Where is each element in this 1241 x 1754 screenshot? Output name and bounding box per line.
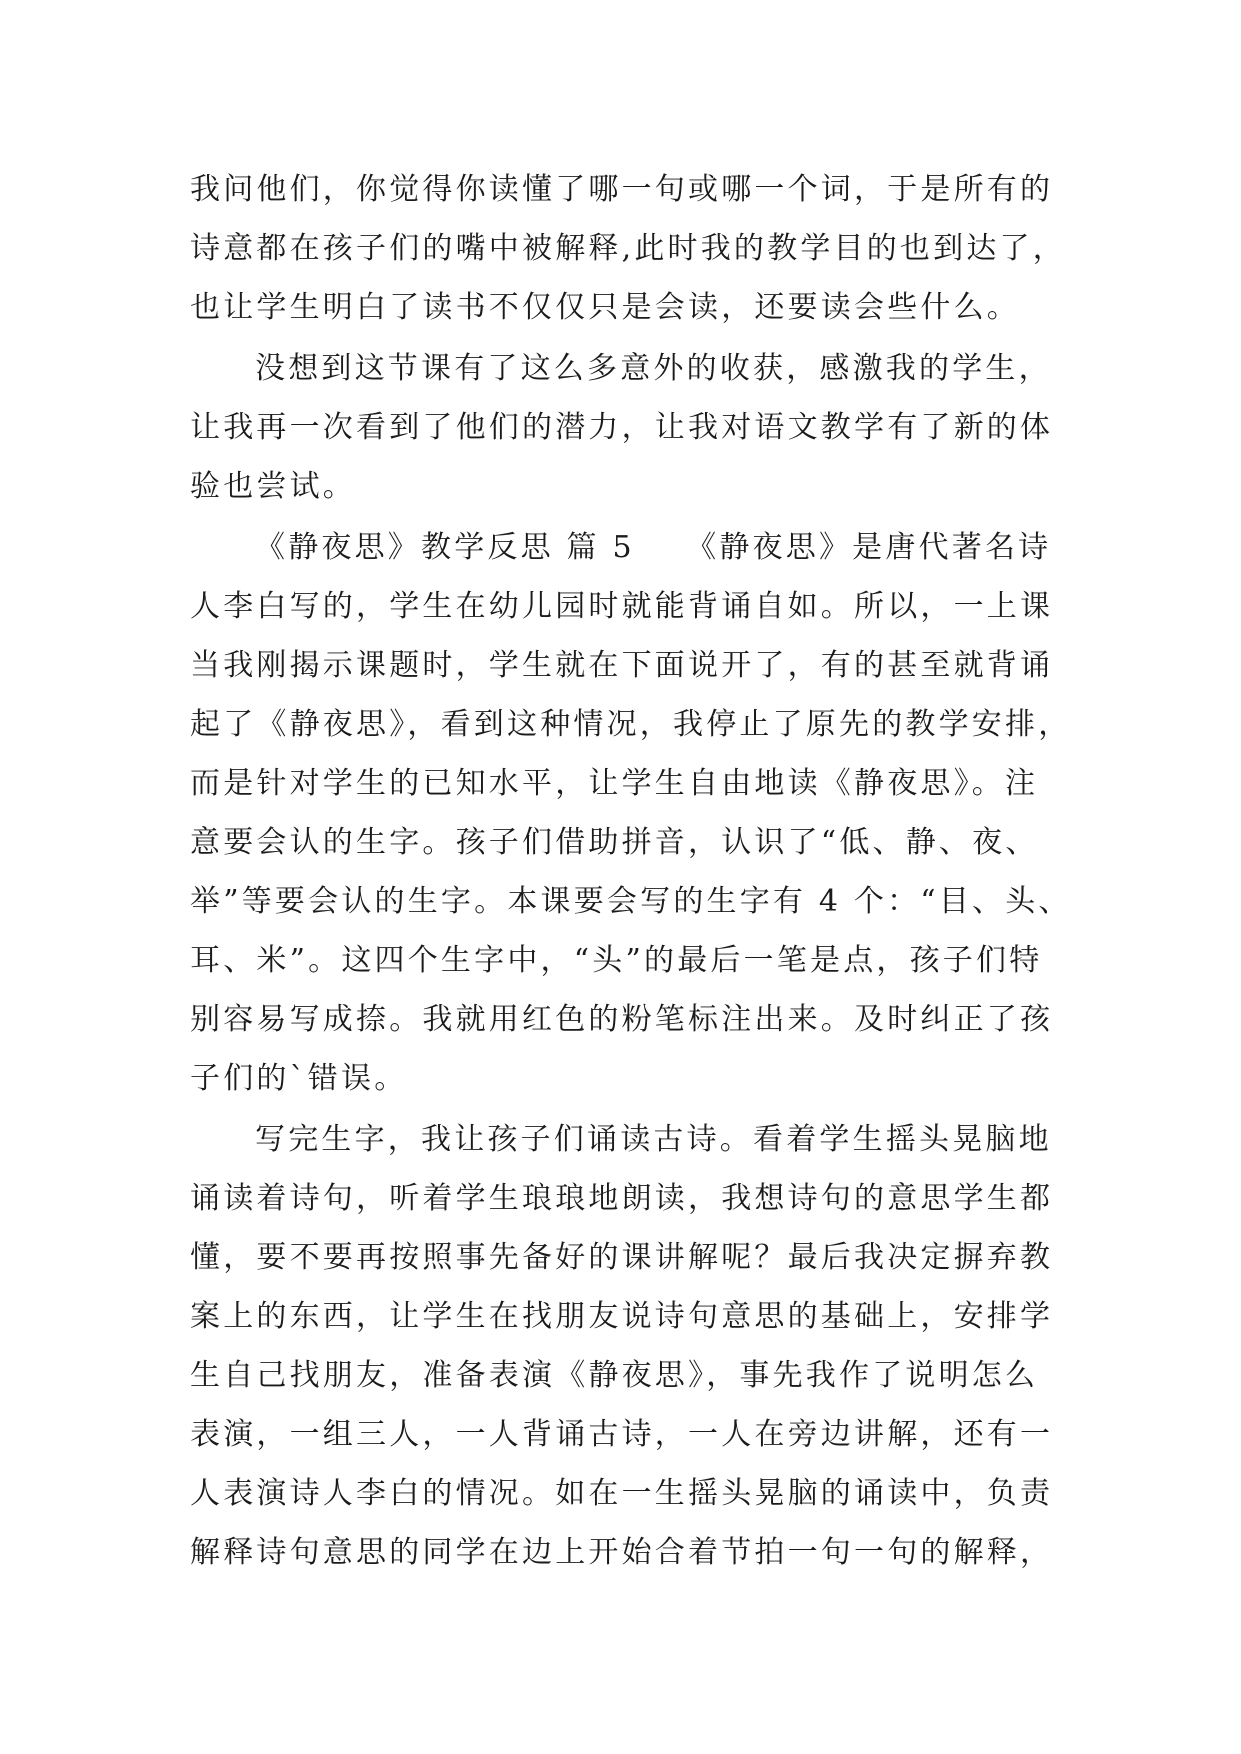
text-line: 解释诗句意思的同学在边上开始合着节拍一句一句的解释， [190, 1535, 1054, 1570]
text-line: 写完生字，我让孩子们诵读古诗。看着学生摇头晃脑地 [255, 1122, 1052, 1157]
text-line: 没想到这节课有了这么多意外的收获，感激我的学生， [255, 351, 1052, 386]
text-line: 起了《静夜思》，看到这种情况，我停止了原先的教学安排， [190, 707, 1072, 742]
text-line: 懂，要不要再按照事先备好的课讲解呢？最后我决定摒弃教 [190, 1240, 1054, 1275]
text-line: 人表演诗人李白的情况。如在一生摇头晃脑的诵读中，负责 [190, 1476, 1054, 1511]
text-line: 意要会认的生字。孩子们借助拼音，认识了“低、静、夜、 [190, 825, 1039, 860]
text-line: 也让学生明白了读书不仅仅只是会读，还要读会些什么。 [190, 290, 1020, 325]
text-line: 人李白写的，学生在幼儿园时就能背诵自如。所以，一上课 [190, 589, 1054, 624]
text-line: 子们的`错误。 [190, 1061, 408, 1096]
text-line: 验也尝试。 [190, 469, 356, 504]
text-line: 我问他们，你觉得你读懂了哪一句或哪一个词，于是所有的 [190, 172, 1054, 207]
text-line: 案上的东西，让学生在找朋友说诗句意思的基础上，安排学 [190, 1299, 1054, 1334]
text-line: 而是针对学生的已知水平，让学生自由地读《静夜思》。注 [190, 766, 1039, 801]
text-line: 耳、米”。这四个生字中，“头”的最后一笔是点，孩子们特 [190, 943, 1043, 978]
section-heading-line: 《静夜思》教学反思 篇 5 《静夜思》是唐代著名诗 [255, 530, 1052, 565]
text-line: 当我刚揭示课题时，学生就在下面说开了，有的甚至就背诵 [190, 648, 1054, 683]
text-line: 举”等要会认的生字。本课要会写的生字有 4 个：“目、头、 [190, 884, 1072, 919]
text-line: 让我再一次看到了他们的潜力，让我对语文教学有了新的体 [190, 410, 1054, 445]
text-line: 生自己找朋友，准备表演《静夜思》，事先我作了说明怎么 [190, 1358, 1039, 1393]
text-line: 别容易写成捺。我就用红色的粉笔标注出来。及时纠正了孩 [190, 1002, 1054, 1037]
text-line: 诵读着诗句，听着学生琅琅地朗读，我想诗句的意思学生都 [190, 1181, 1054, 1216]
text-line: 诗意都在孩子们的嘴中被解释,此时我的教学目的也到达了， [190, 231, 1066, 266]
text-line: 表演，一组三人，一人背诵古诗，一人在旁边讲解，还有一 [190, 1417, 1054, 1452]
